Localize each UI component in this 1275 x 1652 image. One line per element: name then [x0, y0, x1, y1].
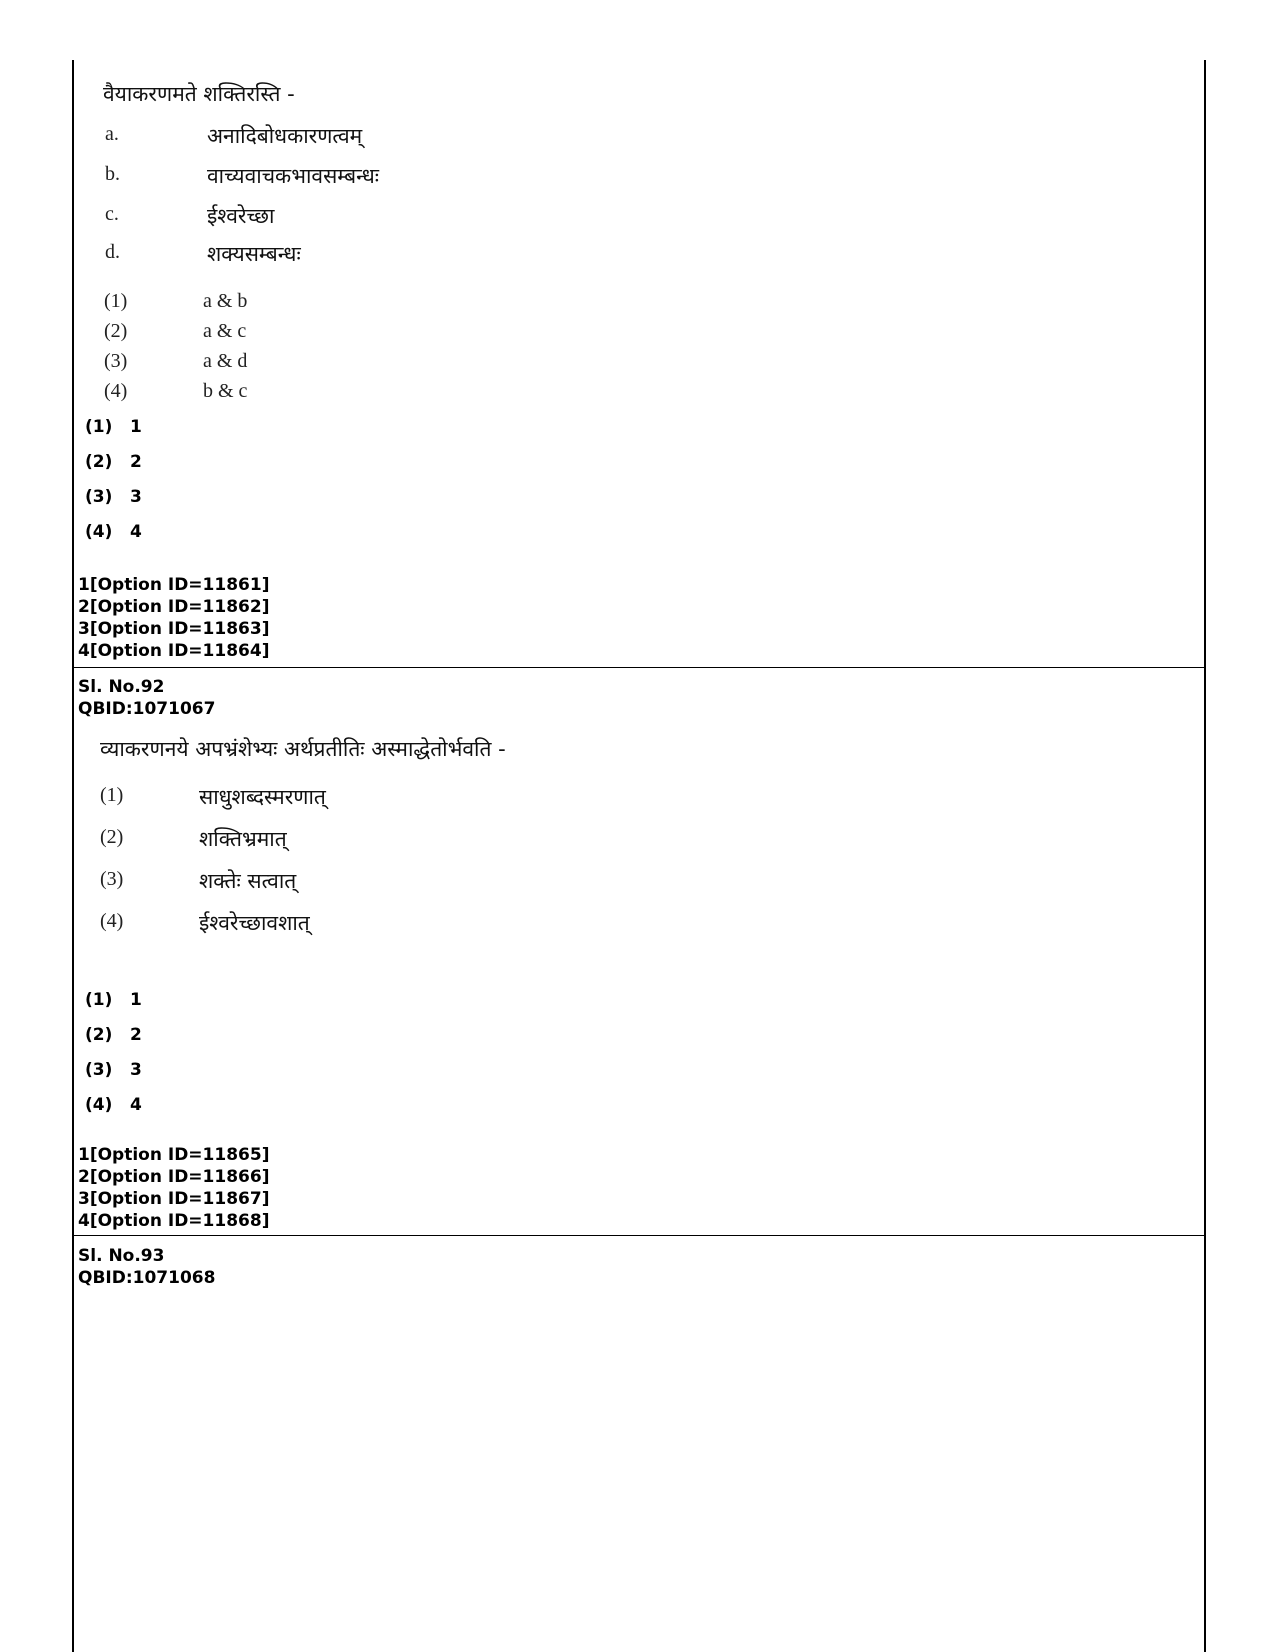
divider [72, 667, 1206, 668]
option-number: (3) [85, 1060, 113, 1080]
choice-text: शक्तिभ्रमात् [199, 827, 287, 851]
answer-option[interactable] [85, 1024, 142, 1046]
answer-option[interactable] [85, 486, 142, 508]
option-number: (1) [85, 417, 113, 437]
serial-number: Sl. No.93 [78, 1246, 165, 1266]
option-id: 2[Option ID=11862] [78, 597, 270, 617]
statement-text: ईश्वरेच्छा [207, 204, 275, 228]
divider [72, 1235, 1206, 1236]
choice-label: (4) [104, 380, 128, 402]
choice-label: (1) [104, 290, 128, 312]
statement-label: b. [105, 163, 120, 185]
answer-option[interactable] [85, 989, 142, 1011]
option-id: 1[Option ID=11865] [78, 1145, 270, 1165]
choice-label: (3) [100, 868, 124, 890]
choice-text: शक्तेः सत्वात् [199, 869, 297, 893]
option-value: 1 [130, 417, 142, 437]
option-number: (2) [85, 452, 113, 472]
serial-number: Sl. No.92 [78, 677, 165, 697]
choice-text: a & d [203, 350, 248, 372]
qbid: QBID:1071068 [78, 1268, 216, 1288]
option-id: 3[Option ID=11863] [78, 619, 270, 639]
question-stem: वैयाकरणमते शक्तिरस्ति - [103, 82, 295, 106]
statement-text: वाच्यवाचकभावसम्बन्धः [207, 164, 380, 188]
choice-text: ईश्वरेच्छावशात् [199, 911, 310, 935]
option-number: (4) [85, 522, 113, 542]
choice-text: b & c [203, 380, 248, 402]
answer-option[interactable] [85, 1094, 142, 1116]
option-value: 4 [130, 1095, 142, 1115]
choice-text: a & c [203, 320, 247, 342]
option-value: 2 [130, 1025, 142, 1045]
option-value: 4 [130, 522, 142, 542]
statement-label: a. [105, 123, 119, 145]
option-id: 4[Option ID=11864] [78, 641, 270, 661]
choice-label: (3) [104, 350, 128, 372]
option-id: 1[Option ID=11861] [78, 575, 270, 595]
answer-option[interactable] [85, 416, 142, 438]
option-number: (3) [85, 487, 113, 507]
statement-text: अनादिबोधकारणत्वम् [207, 124, 363, 148]
answer-option[interactable] [85, 451, 142, 473]
question-stem: व्याकरणनये अपभ्रंशेभ्यः अर्थप्रतीतिः अस्माद्धेतोर्भवति - [100, 737, 506, 761]
choice-text: a & b [203, 290, 248, 312]
choice-label: (1) [100, 784, 124, 806]
choice-label: (2) [100, 826, 124, 848]
option-number: (1) [85, 990, 113, 1010]
answer-option[interactable] [85, 521, 142, 543]
choice-label: (4) [100, 910, 124, 932]
option-value: 3 [130, 487, 142, 507]
option-value: 1 [130, 990, 142, 1010]
qbid: QBID:1071067 [78, 699, 216, 719]
statement-label: c. [105, 203, 119, 225]
option-id: 2[Option ID=11866] [78, 1167, 270, 1187]
option-id: 3[Option ID=11867] [78, 1189, 270, 1209]
option-number: (4) [85, 1095, 113, 1115]
option-value: 2 [130, 452, 142, 472]
statement-label: d. [105, 241, 120, 263]
option-number: (2) [85, 1025, 113, 1045]
choice-label: (2) [104, 320, 128, 342]
answer-option[interactable] [85, 1059, 142, 1081]
option-value: 3 [130, 1060, 142, 1080]
option-id: 4[Option ID=11868] [78, 1211, 270, 1231]
statement-text: शक्यसम्बन्धः [207, 242, 301, 266]
choice-text: साधुशब्दस्मरणात् [199, 785, 326, 809]
